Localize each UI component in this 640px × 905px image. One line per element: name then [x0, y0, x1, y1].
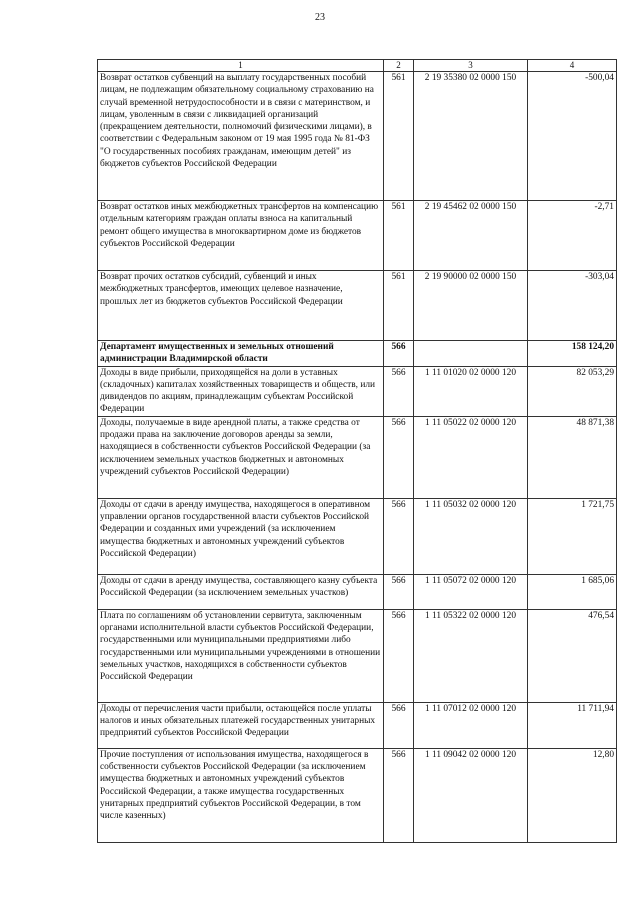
table-row: [98, 702, 617, 748]
column-header-1: 1: [98, 60, 384, 72]
row-description: Возврат прочих остатков субсидий, субвенций и иных межбюджетных трансфертов, имеющих целевое назначение, прошлых лет из бюджетов субъектов Российской Федерации: [98, 271, 384, 341]
row-budget-code: 1 11 09042 02 0000 120: [414, 748, 528, 842]
row-admin-code: 566: [384, 748, 414, 842]
table-row: [98, 366, 617, 416]
table-row: [98, 271, 617, 341]
row-budget-code: [414, 341, 528, 367]
row-description: Плата по соглашениям об установлении сервитута, заключенным органами исполнительной власти субъектов Российской Федерации, государственными или муниципальными предприятиями либо государственными или муниципальными учреждениями в отношении земельных участков, находящихся в собственности субъектов Российской Федерации: [98, 609, 384, 702]
table-row: [98, 574, 617, 609]
row-budget-code: 1 11 07012 02 0000 120: [414, 702, 528, 748]
row-budget-code: 2 19 45462 02 0000 150: [414, 201, 528, 271]
row-description: Доходы в виде прибыли, приходящейся на доли в уставных (складочных) капиталах хозяйственных товариществ и обществ, или дивидендов по акциям, принадлежащим субъектам Российской Федерации: [98, 366, 384, 416]
row-description: Доходы от сдачи в аренду имущества, составляющего казну субъекта Российской Федерации (за исключением земельных участков): [98, 574, 384, 609]
table-row: [98, 609, 617, 702]
row-budget-code: 2 19 35380 02 0000 150: [414, 72, 528, 201]
row-admin-code: 561: [384, 72, 414, 201]
row-description: Департамент имущественных и земельных отношений администрации Владимирской области: [98, 341, 384, 367]
row-admin-code: 566: [384, 341, 414, 367]
revenue-table: [97, 59, 617, 843]
header-row: [98, 60, 617, 72]
row-budget-code: 1 11 05022 02 0000 120: [414, 416, 528, 498]
row-amount: 11 711,94: [528, 702, 617, 748]
row-amount: -2,71: [528, 201, 617, 271]
row-description: Доходы, получаемые в виде арендной платы, а также средства от продажи права на заключение договоров аренды за земли, находящиеся в собственности субъектов Российской Федерации (за исключением земельных участков бюджетных и автономных учреждений субъектов Российской Федерации): [98, 416, 384, 498]
row-admin-code: 561: [384, 201, 414, 271]
row-amount: -303,04: [528, 271, 617, 341]
page-number: 23: [315, 12, 325, 23]
row-admin-code: 566: [384, 498, 414, 574]
row-budget-code: 1 11 01020 02 0000 120: [414, 366, 528, 416]
row-amount: -500,04: [528, 72, 617, 201]
row-budget-code: 1 11 05032 02 0000 120: [414, 498, 528, 574]
table-row: [98, 341, 617, 367]
column-header-2: 2: [384, 60, 414, 72]
row-admin-code: 561: [384, 271, 414, 341]
row-budget-code: 2 19 90000 02 0000 150: [414, 271, 528, 341]
table-row: [98, 72, 617, 201]
table-row: [98, 748, 617, 842]
row-admin-code: 566: [384, 416, 414, 498]
column-header-4: 4: [528, 60, 617, 72]
row-budget-code: 1 11 05322 02 0000 120: [414, 609, 528, 702]
row-description: Доходы от перечисления части прибыли, остающейся после уплаты налогов и иных обязательных платежей государственных унитарных предприятий субъектов Российской Федерации: [98, 702, 384, 748]
column-header-3: 3: [414, 60, 528, 72]
row-budget-code: 1 11 05072 02 0000 120: [414, 574, 528, 609]
row-admin-code: 566: [384, 702, 414, 748]
row-amount: 158 124,20: [528, 341, 617, 367]
row-amount: 1 721,75: [528, 498, 617, 574]
row-admin-code: 566: [384, 609, 414, 702]
row-amount: 48 871,38: [528, 416, 617, 498]
table-row: [98, 201, 617, 271]
row-description: Возврат остатков иных межбюджетных трансфертов на компенсацию отдельным категориям граждан оплаты взноса на капитальный ремонт общего имущества в многоквартирном доме из бюджетов субъектов Российской Федерации: [98, 201, 384, 271]
table-row: [98, 498, 617, 574]
row-description: Доходы от сдачи в аренду имущества, находящегося в оперативном управлении органов государственной власти субъектов Российской Федерации и созданных ими учреждений (за исключением имущества бюджетных и автономных учреждений субъектов Российской Федерации): [98, 498, 384, 574]
row-admin-code: 566: [384, 366, 414, 416]
row-amount: 12,80: [528, 748, 617, 842]
row-description: Прочие поступления от использования имущества, находящегося в собственности субъектов Российской Федерации (за исключением имущества бюджетных и автономных учреждений субъектов Российской Федерации, а также имущества государственных унитарных предприятий субъектов Российской Федерации, в том числе казенных): [98, 748, 384, 842]
row-description: Возврат остатков субвенций на выплату государственных пособий лицам, не подлежащим обязательному социальному страхованию на случай временной нетрудоспособности и в связи с материнством, и лицам, уволенным в связи с ликвидацией организаций (прекращением деятельности, полномочий физическими лицами), в соответствии с Федеральным законом от 19 мая 1995 года № 81-ФЗ "О государственных пособиях гражданам, имеющим детей" из бюджетов субъектов Российской Федерации: [98, 72, 384, 201]
table-row: [98, 416, 617, 498]
row-amount: 1 685,06: [528, 574, 617, 609]
row-amount: 476,54: [528, 609, 617, 702]
row-amount: 82 053,29: [528, 366, 617, 416]
row-admin-code: 566: [384, 574, 414, 609]
